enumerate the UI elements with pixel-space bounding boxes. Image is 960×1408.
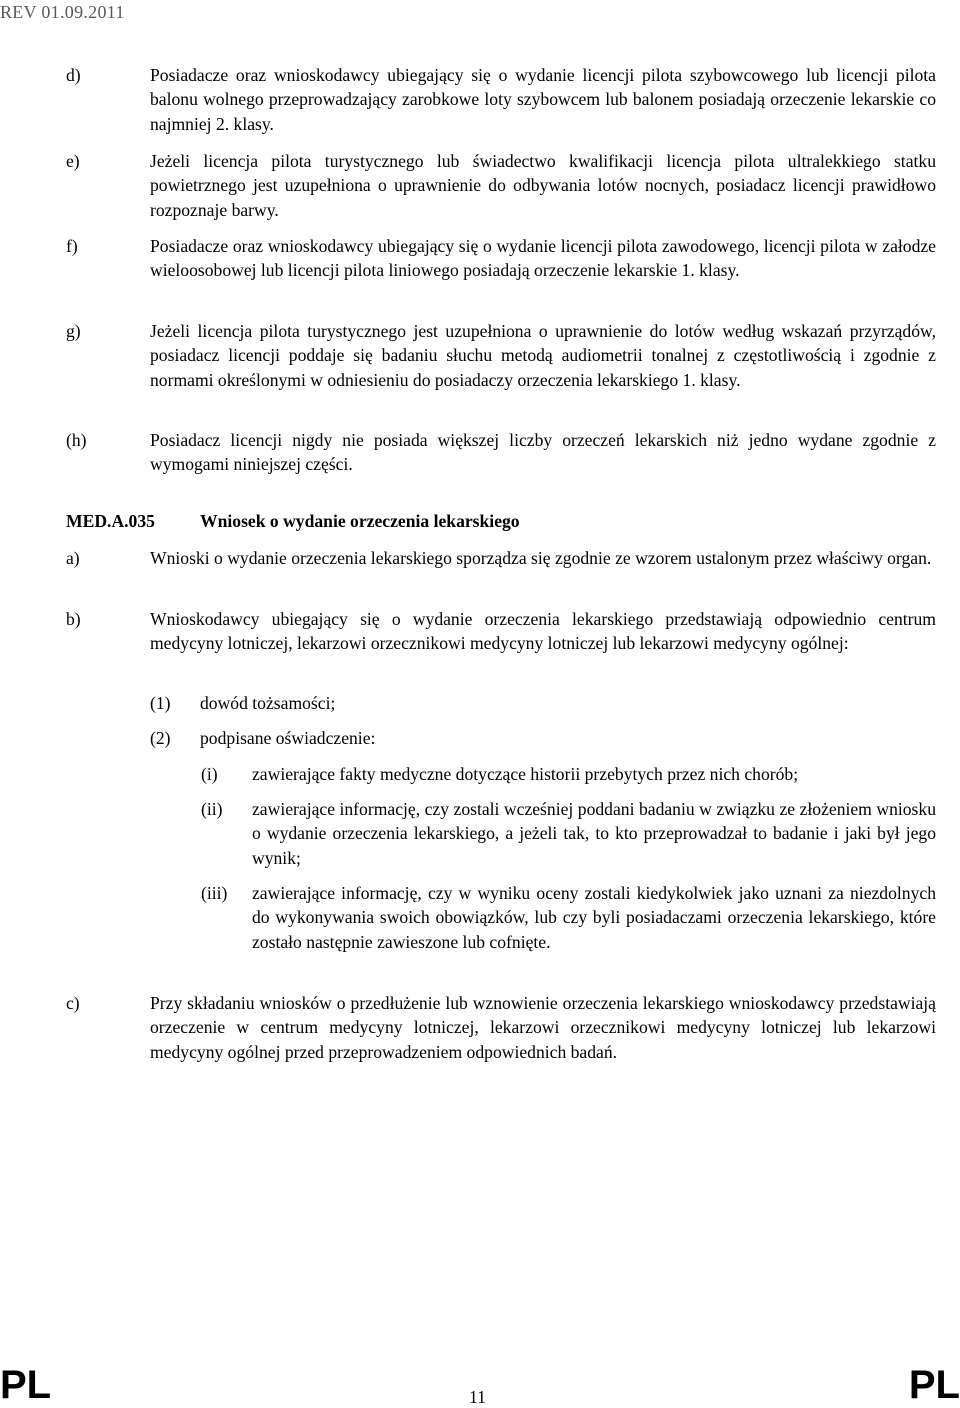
- section-title: Wniosek o wydanie orzeczenia lekarskiego: [200, 511, 520, 531]
- sub-item-label: (1): [150, 693, 171, 713]
- paragraph-text: Posiadacz licencji nigdy nie posiada większej liczby orzeczeń lekarskich niż jedno wydane zgodnie z wymogami niniejszej części.: [150, 430, 936, 475]
- paragraph-h: [66, 428, 936, 477]
- sub-item-2: [150, 726, 936, 750]
- sub-item-text: podpisane oświadczenie:: [200, 728, 376, 748]
- paragraph-label: b): [66, 609, 81, 629]
- subsub-item-iii: [201, 881, 936, 954]
- subsub-item-text: zawierające informację, czy w wyniku oceny zostali kiedykolwiek jako uznani za niezdolnych do wykonywania swoich obowiązków, lub czy byli posiadaczami orzeczenia lekarskiego, które zostało następnie zawieszone lub cofnięte.: [252, 883, 936, 952]
- subsub-item-ii: [201, 797, 936, 870]
- footer-language-right: PL: [908, 1363, 960, 1407]
- paragraph-b: [66, 607, 936, 656]
- subsub-item-text: zawierające informację, czy zostali wcześniej poddani badaniu w związku ze złożeniem wniosku o wydanie orzeczenia lekarskiego, a jeżeli tak, to kto przeprowadzał to badanie i jaki był jego wynik;: [252, 799, 936, 868]
- paragraph-text: Przy składaniu wniosków o przedłużenie lub wznowienie orzeczenia lekarskiego wnioskodawcy przedstawiają orzeczenie w centrum medycyny lotniczej, lekarzowi orzecznikowi medycyny lotniczej lub lekarzowi medycyny ogólnej przed przeprowadzeniem odpowiednich badań.: [150, 993, 936, 1062]
- paragraph-text: Posiadacze oraz wnioskodawcy ubiegający się o wydanie licencji pilota szybowcowego lub licencji pilota balonu wolnego przeprowadzający zarobkowe loty szybowcem lub balonem posiadają orzeczenie lekarskie co najmniej 2. klasy.: [150, 65, 936, 134]
- paragraph-e: [66, 149, 936, 222]
- paragraph-g: [66, 319, 936, 392]
- paragraph-label: a): [66, 548, 80, 568]
- section-heading: [66, 509, 520, 533]
- sub-item-label: (2): [150, 728, 171, 748]
- paragraph-c: [66, 991, 936, 1064]
- page-number: 11: [469, 1387, 486, 1407]
- paragraph-label: c): [66, 993, 80, 1013]
- subsub-item-label: (ii): [201, 799, 223, 819]
- subsub-item-label: (iii): [201, 883, 228, 903]
- subsub-item-i: [201, 762, 936, 786]
- sub-item-text: dowód tożsamości;: [200, 693, 336, 713]
- sub-item-1: [150, 691, 936, 715]
- paragraph-a: [66, 546, 936, 570]
- paragraph-label: d): [66, 65, 81, 85]
- paragraph-label: e): [66, 151, 80, 171]
- paragraph-text: Wnioskodawcy ubiegający się o wydanie orzeczenia lekarskiego przedstawiają odpowiednio centrum medycyny lotniczej, lekarzowi orzecznikowi medycyny lotniczej lub lekarzowi medycyny ogólnej:: [150, 609, 936, 654]
- revision-header: REV 01.09.2011: [0, 2, 125, 22]
- subsub-item-text: zawierające fakty medyczne dotyczące historii przebytych przez nich chorób;: [252, 764, 799, 784]
- paragraph-text: Wnioski o wydanie orzeczenia lekarskiego sporządza się zgodnie ze wzorem ustalonym przez właściwy organ.: [150, 548, 932, 568]
- subsub-item-label: (i): [201, 764, 218, 784]
- paragraph-text: Jeżeli licencja pilota turystycznego lub świadectwo kwalifikacji licencja pilota ultralekkiego statku powietrznego jest uzupełniona o uprawnienie do odbywania lotów nocnych, posiadacz licencji prawidłowo rozpoznaje barwy.: [150, 151, 936, 220]
- paragraph-f: [66, 234, 936, 283]
- paragraph-d: [66, 63, 936, 136]
- paragraph-text: Jeżeli licencja pilota turystycznego jest uzupełniona o uprawnienie do lotów według wskazań przyrządów, posiadacz licencji poddaje się badaniu słuchu metodą audiometrii tonalnej z częstotliwością i zgodnie z normami określonymi w odniesieniu do posiadaczy orzeczenia lekarskiego 1. klasy.: [150, 321, 936, 390]
- paragraph-text: Posiadacze oraz wnioskodawcy ubiegający się o wydanie licencji pilota zawodowego, licencji pilota w załodze wieloosobowej lub licencji pilota liniowego posiadają orzeczenie lekarskie 1. klasy.: [150, 236, 936, 281]
- paragraph-label: (h): [66, 430, 87, 450]
- paragraph-label: f): [66, 236, 78, 256]
- paragraph-label: g): [66, 321, 81, 341]
- section-code: MED.A.035: [66, 511, 155, 531]
- footer-language-left: PL: [0, 1363, 52, 1407]
